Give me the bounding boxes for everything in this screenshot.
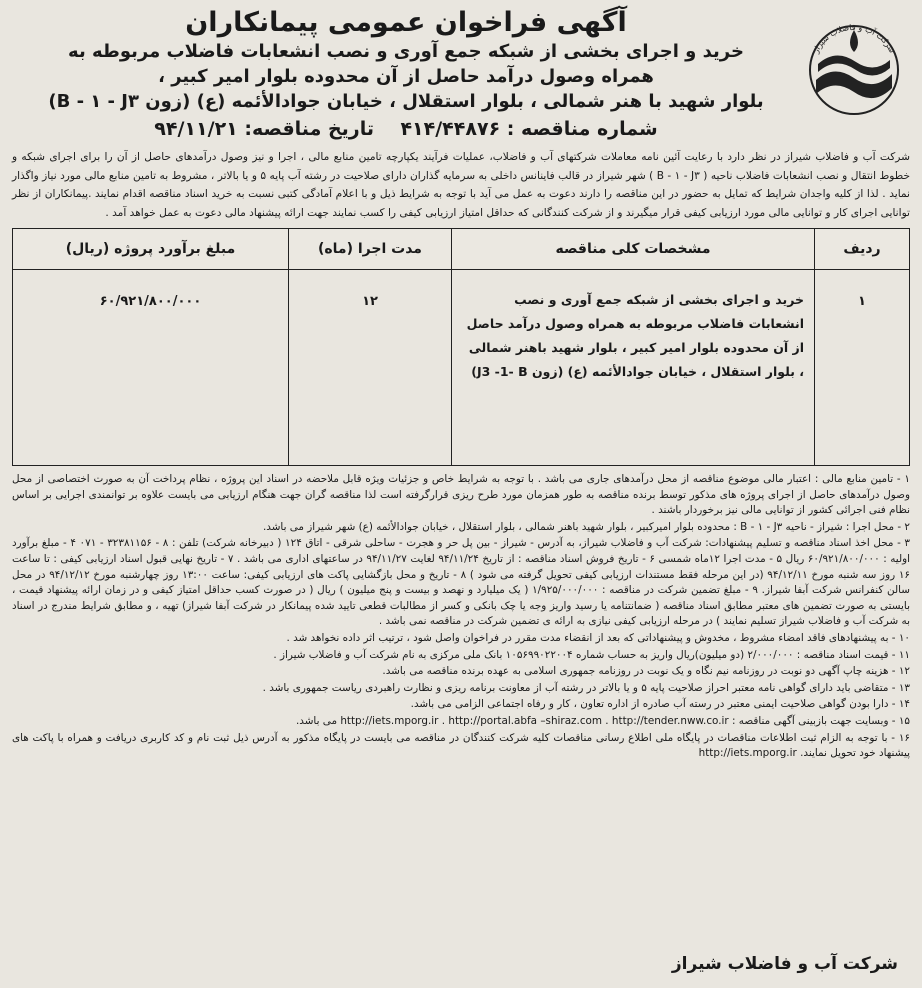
header-spec: مشخصات کلی مناقصه	[452, 229, 815, 270]
notice-subtitle-1: خرید و اجرای بخشی از شبکه جمع آوری و نصب انشعابات فاضلاب مربوطه به	[68, 41, 744, 62]
condition-item: ۳ - محل اخذ اسناد مناقصه و تسلیم پیشنهادات: شرکت آب و فاضلاب شیراز، به آدرس - شیراز - بین پل حر و هجرت - ساحلی شرقی - اتاق ۱۲۴ ( دبیرخانه شرکت) تلفن : ۸ - ۳۲۳۸۱۱۵۶ - ۰۷۱ ۴ - مبلغ برآورد اولیه : ۶۰/۹۲۱/۸۰۰/۰۰۰ ریال ۵ - مدت اجرا ۱۲ماه شمسی ۶ - تاریخ فروش اسناد مناقصه : از تاریخ ۹۴/۱۱/۲۴ لغایت ۹۴/۱۱/۲۷ در ساعتهای اداری می باشد . ۷ - تاریخ نهایی قبول اسناد ارزیابی کیفی : تا ساعت ۱۶ روز سه شنبه مورخ ۹۴/۱۲/۱۱ (در این مرحله فقط مستندات ارزیابی کیفی تحویل گرفته می شود ) ۸ - تاریخ و محل بازگشایی پاکت های ارزیابی کیفی: ساعت ۱۳:۰۰ روز چهارشنبه مورخ ۹۴/۱۲/۱۲ در محل سالن کنفرانس شرکت آبفا شیراز. ۹ - مبلغ تضمین شرکت در مناقصه : ۱/۹۲۵/۰۰۰/۰۰۰ ( یک میلیارد و نهصد و بیست و پنج میلیون ) ریال ( در صورت کسب حداقل امتیاز کیفی و در زمان ارائه پیشنهاد قیمت ، بایستی به صورت تضمین های معتبر مطابق اسناد مناقصه ( ضمانتنامه یا رسید واریز وجه یا چک بانکی و کسر از مطالبات قطعی تایید شده پیمانکار در شرکت آبفا شیراز) تهیه ، و مطابق شرایط مندرج در اسناد به شرکت آب و فاضلاب شیراز تسلیم نمایند ) در مرحله ارزیابی کیفی نیازی به ارائه ی تضمین شرکت در مناقصه نمی باشد .	[12, 537, 911, 628]
logo-caption: شرکت آب و فاضلاب شیراز	[811, 22, 897, 55]
tender-number-line	[12, 116, 800, 142]
condition-item: ۱۱ - قیمت اسناد مناقصه : ۲/۰۰۰/۰۰۰ (دو میلیون)ریال واریز به حساب شماره ۱۰۵۶۹۹۰۲۲۰۰۴ بانک ملی مرکزی به نام شرکت آب و فاضلاب شیراز .	[273, 648, 910, 661]
row-spec: خرید و اجرای بخشی از شبکه جمع آوری و نصب انشعابات فاضلاب مربوطه به همراه وصول درآمد حاصل از آن محدوده بلوار امیر کبیر ، بلوار شهید باهنر شمالی ، بلوار استقلال ، خیابان جوادالأئمه (ع) (زون J3 -1- B)	[452, 270, 815, 466]
wave-drop-logo-icon	[794, 8, 914, 128]
tender-date-label: تاریخ مناقصه:	[244, 118, 374, 140]
condition-item: ۱ - تامین منابع مالی : اعتبار مالی موضوع مناقصه از محل درآمدهای جاری می باشد . با توجه به شرایط خاص و جزئیات ویژه قابل ملاحضه در اسناد این پروژه ، نظام پرداخت آن به صورت اختصاصی از محل وصول درآمدهای حاصل از اجرای پروژه های مذکور توسط برنده مناقصه به طور همزمان مورد طرح ریزی قرارگرفته است لذا مناقصه گران جهت هنگام ارزیابی می بایست علاوه بر توانمندی اجرایی بر اساس نظام فنی اجرائی کشور از توانایی مالی نیز برخوردار باشند .	[12, 473, 910, 517]
tender-date: ۹۴/۱۱/۲۱	[154, 118, 238, 140]
condition-item: ۱۴ - دارا بودن گواهی صلاحیت ایمنی معتبر در رسته آب صادره از اداره تعاون ، کار و رفاه اجتماعی الزامی می باشد.	[410, 698, 910, 711]
conditions-list	[12, 472, 910, 762]
header-duration: مدت اجرا (ماه)	[289, 229, 452, 270]
intro-paragraph: شرکت آب و فاضلاب شیراز در نظر دارد با رعایت آئین نامه معاملات شرکتهای آب و فاضلاب، عملیات فرآیند یکپارچه تامین منابع مالی ، اجرا و نیز وصول درآمدهای حاصل از آن را برای اجرای شبکه و خطوط انتقال و نصب انشعابات فاضلاب ناحیه ( B - ۱ - J۳ ) شهر شیراز در قالب فاینانس داخلی به سرمایه گذاران دارای صلاحیت در رشته آب پایه ۵ و یا بالاتر ، مشروط به تامین منابع مالی مورد نیاز واگذار نماید . لذا از کلیه واجدان شرایط که تمایل به حضور در این مناقصه را دارند دعوت به عمل می آید با توجه به شرایط ذیل و با اعلام آمادگی کتبی نسبت به خرید اسناد مناقصه اقدام نمایند .پیمانکاران از نظر توانایی اجرای کار و توانایی مالی مورد ارزیابی کیفی قرار میگیرند و از شرکت کنندگانی که حداقل امتیاز ارزیابی کیفی را کسب نمایند جهت ارائه پیشنهاد مالی دعوت به عمل خواهد آمد .	[12, 151, 911, 219]
row-duration: ۱۲	[289, 270, 452, 466]
condition-item: ۱۲ - هزینه چاپ آگهی دو نوبت در روزنامه نیم نگاه و یک نوبت در روزنامه جمهوری اسلامی به عهده برنده مناقصه می باشد.	[382, 665, 910, 678]
notice-title: آگهی فراخوان عمومی پیمانکاران	[185, 7, 627, 38]
notice-subtitle-2: همراه وصول درآمد حاصل از آن محدوده بلوار امیر کبیر ،	[158, 66, 654, 87]
row-number: ۱	[815, 270, 910, 466]
condition-item: ۲ - محل اجرا : شیراز - ناحیه B - ۱ - J۳ : محدوده بلوار امیرکبیر ، بلوار شهید باهنر شمالی ، بلوار استقلال ، خیابان جوادالأئمه (ع) شهر شیراز می باشد.	[262, 520, 910, 533]
table-row	[13, 270, 910, 466]
condition-item: ۱۳ - متقاضی باید دارای گواهی نامه معتبر احراز صلاحیت پایه ۵ و یا بالاتر در رشته آب از معاونت برنامه ریزی و نظارت راهبردی ریاست جمهوری باشد .	[262, 681, 910, 694]
tender-number: ۴۱۴/۴۴۸۷۶	[400, 118, 501, 140]
row-price: ۶۰/۹۲۱/۸۰۰/۰۰۰	[13, 270, 289, 466]
condition-item: ۱۶ - با توجه به الزام ثبت اطلاعات مناقصات در پایگاه ملی اطلاع رسانی مناقصات کلیه شرکت کنندگان در مناقصه می بایست در پایگاه مذکور به آدرس ذیل ثبت نام و کد کاربری دریافت و همراه با پاکت های پیشنهاد خود تحویل نمایند. http://iets.mporg.ir	[12, 731, 910, 760]
notice-header	[12, 6, 800, 142]
condition-item: ۱۵ - وبسایت جهت بازبینی آگهی مناقصه : http://iets.mporg.ir . http://portal.abfa –shiraz.com . http://tender.nww.co.ir می باشد.	[295, 714, 910, 727]
tender-table	[12, 228, 910, 466]
header-row-number: ردیف	[815, 229, 910, 270]
table-header-row	[13, 229, 910, 270]
condition-item: ۱۰ - به پیشنهادهای فاقد امضاء مشروط ، مخدوش و پیشنهاداتی که بعد از انقضاء مدت مقرر در فراخوان واصل شود ، ترتیب اثر داده نخواهد شد .	[286, 631, 910, 644]
tender-number-label: شماره مناقصه :	[506, 118, 658, 140]
notice-subtitle-3: بلوار شهید با هنر شمالی ، بلوار استقلال ، خیابان جوادالأئمه (ع) (زون B - ۱ - J۳)	[48, 91, 764, 112]
footer-signature: شرکت آب و فاضلاب شیراز	[671, 954, 898, 974]
company-logo	[794, 8, 914, 128]
header-price: مبلغ برآورد پروژه (ریال)	[13, 229, 289, 270]
